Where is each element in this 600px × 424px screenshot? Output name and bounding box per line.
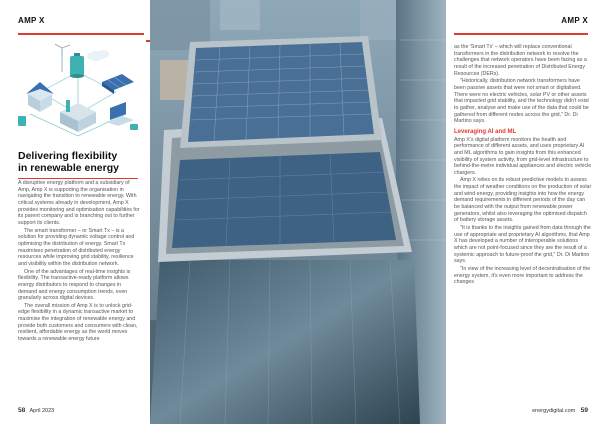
solar-panel-icon: [102, 74, 134, 94]
left-paragraph: A disruptive energy platform and a subsidiary of Amp, Amp X is supporting the organisation in navigating the transition to renewable energy. With critical systems already in development, Amp X provides monitoring and optimisation capabilities for its parent company and is branching out to further support its clients.: [18, 180, 140, 226]
headline-rule: [18, 178, 138, 179]
site-url[interactable]: energydigital.com: [532, 408, 576, 414]
right-paragraph: Amp X's digital platform monitors the health and performance of different assets, and uses proprietary AI and ML algorithms to gain insights from this enhanced visibility of system activity, from grid-level infrastructure to behind-the-metre individual appliances and electric vehicle chargers.: [454, 136, 592, 176]
cloud-icon: [87, 50, 109, 61]
section-subhead: Leveraging AI and ML: [454, 128, 517, 135]
right-top-rule: [454, 33, 588, 35]
left-paragraph: The smart transformer – or Smart Tx – is a solution for providing dynamic voltage control and optimising the distribution of energy. Smart Tx maximises penetration of distributed energy resources while improving grid stability, resilience and visibility within the distribution network.: [18, 227, 135, 267]
right-page-number: 59: [580, 407, 588, 414]
headline-line-2: in renewable energy: [18, 162, 119, 174]
factory-icon: [60, 100, 96, 132]
issue-date: April 2023: [29, 408, 55, 414]
headline-line-1: Delivering flexibility: [18, 150, 118, 162]
right-paragraph: "In view of the increasing level of decentralisation of the energy system, it's even more important to address the changes: [454, 266, 591, 286]
right-footer: [532, 407, 588, 414]
left-page-number: 58: [18, 407, 26, 414]
laptop-icon: [106, 102, 134, 126]
building-photo-illustration: [150, 0, 446, 424]
left-brand: AMP X: [18, 16, 45, 25]
left-body-text: [18, 180, 140, 344]
left-page: [0, 0, 150, 424]
left-paragraph: One of the advantages of real-time insights is flexibility. The transactive-ready platform allows energy distributors to respond to changes in demand and energy consumption trends, even granularly across digital devices.: [18, 268, 131, 302]
right-brand: AMP X: [561, 16, 588, 25]
left-paragraph: The overall mission of Amp X is to unlock grid-edge flexibility in a dynamic transactive market to maximise the integration of renewable energy and provide both customers and consumers with clean, resilient, affordable energy as the world moves towards a renewable energy future: [18, 302, 138, 343]
right-paragraph: as the 'Smart Tx' – which will replace conventional transformers in the distribution network to resolve the challenges that network operators have been facing as a result of the increased penetration of Distributed Energy Resources (DERs).: [454, 44, 587, 77]
battery-icon: [70, 53, 84, 78]
energy-network-illustration: [10, 42, 146, 142]
left-top-rule: [18, 33, 144, 35]
article-headline: [18, 150, 138, 174]
wind-turbine-icon: [55, 44, 70, 72]
right-paragraph: "It is thanks to the insights gained from data through the use of appropriate and proprietary AI algorithms, that Amp X has developed a number of interoperable solutions which are not point-focused since they are the result of a systemic approach to future-proof the grid," Dr. Di Martino says.: [454, 225, 591, 265]
skyscraper-solar-roof-photo: [150, 0, 446, 424]
right-page: [446, 0, 600, 424]
right-body-text: [454, 44, 592, 287]
left-footer: [18, 407, 54, 414]
right-paragraph: "Historically, distribution network transformers have been passive assets that were not smart or digitalised. There were no electric vehicles, solar PV or other assets that impacted grid stability, and the technology didn't exist to gather, analyse and make use of the data that could be gathered from different nodes across the grid," Dr. Di Martino says.: [454, 78, 589, 125]
right-paragraph: Amp X relies on its robust predictive models to assess the impact of weather conditions on the production of solar and wind energy, providing insights into how the energy demand requirements in different periods of the day can be balanced with the output from renewable power generators, whilst also leveraging the optimised dispatch of battery storage assets.: [454, 177, 592, 224]
